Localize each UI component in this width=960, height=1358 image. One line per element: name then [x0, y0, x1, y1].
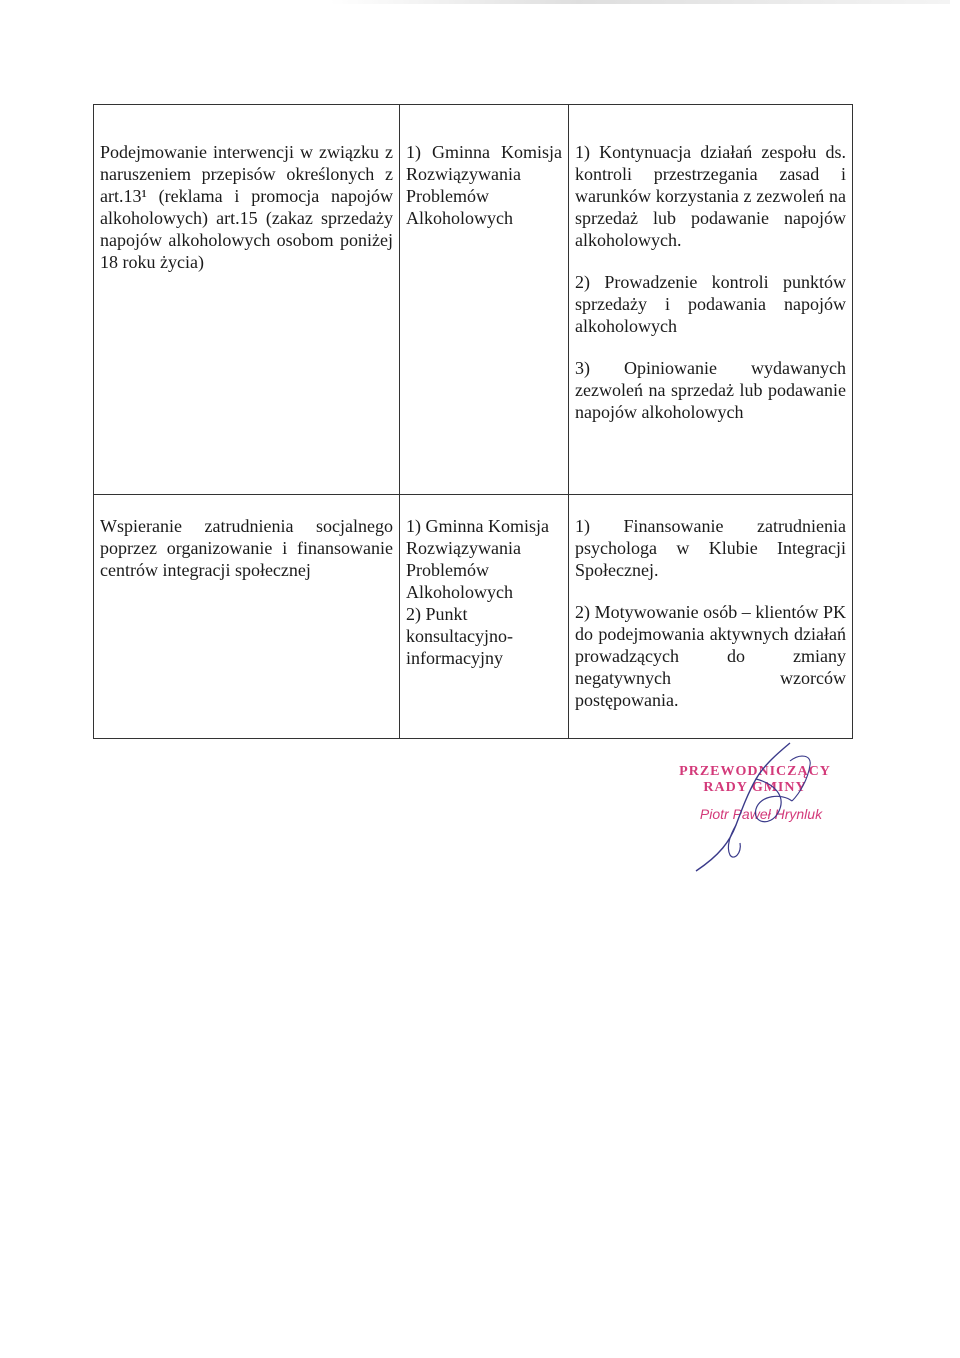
action-item: 3) Opiniowanie wydawanych zezwoleń na sprzedaż lub podawanie napojów alkoholowych	[575, 358, 846, 422]
actions-cell	[569, 105, 853, 495]
table-row	[94, 495, 853, 739]
responsible-line: 2) Punkt konsultacyjno-informacyjny	[406, 604, 513, 668]
stamp-title-line2: RADY GMINY	[703, 780, 807, 795]
action-item: 2) Prowadzenie kontroli punktów sprzedaży i podawania napojów alkoholowych	[575, 272, 846, 336]
scan-edge-line	[330, 0, 950, 4]
stamp-name: Piotr Paweł Hrynluk	[699, 806, 823, 822]
responsible-text: 1) Gminna Komisja Rozwiązywania Problemów Alkoholowych	[406, 142, 562, 228]
task-text: Podejmowanie interwencji w związku z naruszeniem przepisów określonych z art.13¹ (reklama i promocja napojów alkoholowych) art.15 (zakaz sprzedaży napojów alkoholowych osobom poniżej 18 roku życia)	[100, 142, 393, 272]
action-item: 1) Finansowanie zatrudnienia psychologa w Klubie Integracji Społecznej.	[575, 516, 846, 580]
action-item: 1) Kontynuacja działań zespołu ds. kontroli przestrzegania zasad i warunków korzystania z zezwoleń na sprzedaż lub podawanie napojów alkoholowych.	[575, 142, 846, 250]
handwritten-signature	[660, 735, 860, 875]
actions-cell	[569, 495, 853, 739]
responsible-line: 1) Gminna Komisja Rozwiązywania Problemów Alkoholowych	[406, 516, 549, 602]
responsible-cell	[400, 105, 569, 495]
stamp-title-line1: PRZEWODNICZĄCY	[679, 764, 831, 779]
table-row	[94, 105, 853, 495]
action-item: 2) Motywowanie osób – klientów PK do podejmowania aktywnych działań prowadzących do zmiany negatywnych wzorców postępowania.	[575, 602, 846, 710]
task-cell	[94, 105, 400, 495]
task-cell	[94, 495, 400, 739]
task-text: Wspieranie zatrudnienia socjalnego poprzez organizowanie i finansowanie centrów integracji społecznej	[100, 516, 393, 580]
responsible-cell	[400, 495, 569, 739]
program-table	[93, 104, 853, 739]
